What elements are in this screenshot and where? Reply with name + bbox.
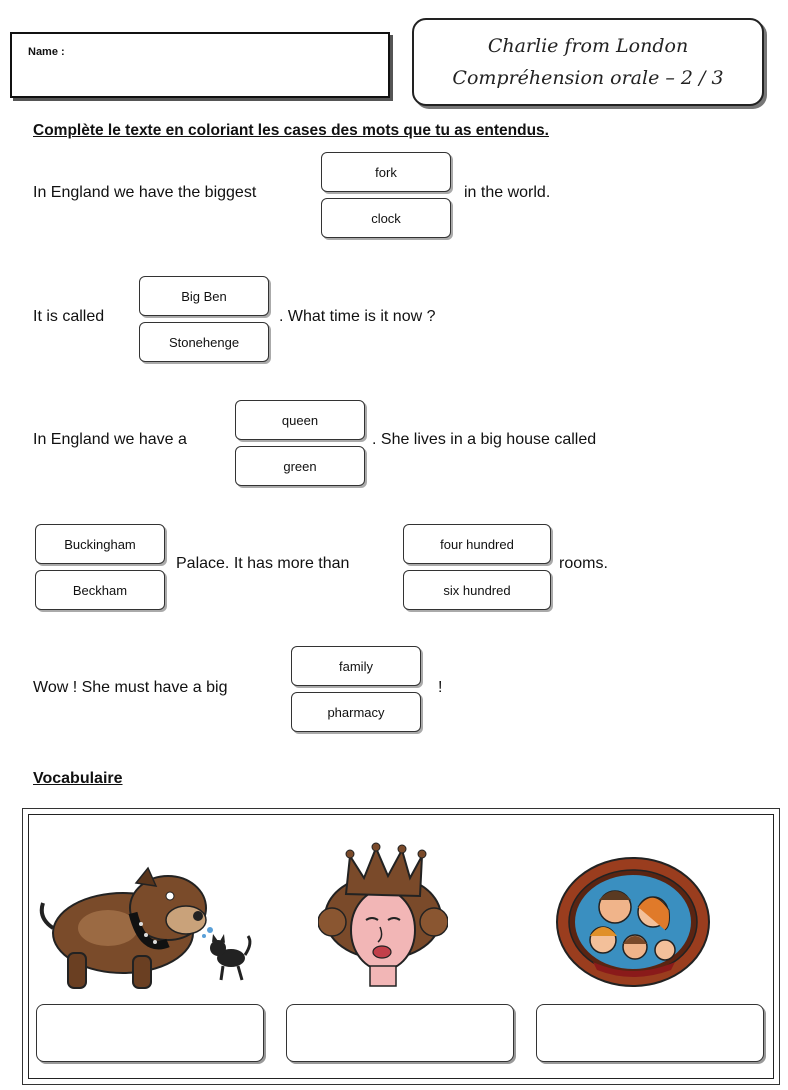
worksheet-title: Charlie from London [487, 35, 689, 57]
sentence-2-before: It is called [33, 308, 105, 325]
name-field-box[interactable] [10, 32, 390, 98]
queen-illustration [318, 842, 448, 992]
option-beckham[interactable]: Beckham [35, 570, 165, 610]
option-green[interactable]: green [235, 446, 365, 486]
sentence-2-after: . What time is it now ? [279, 308, 436, 325]
sentence-3-after: . She lives in a big house called [372, 431, 597, 448]
worksheet-title-box [412, 18, 764, 106]
option-stonehenge[interactable]: Stonehenge [139, 322, 269, 362]
option-clock[interactable]: clock [321, 198, 451, 238]
sentence-4-middle: Palace. It has more than [176, 555, 350, 572]
option-six-hundred[interactable]: six hundred [403, 570, 551, 610]
dog-and-cat-illustration [38, 858, 258, 993]
option-pharmacy[interactable]: pharmacy [291, 692, 421, 732]
vocabulary-title: Vocabulaire [33, 770, 123, 787]
option-queen[interactable]: queen [235, 400, 365, 440]
option-big-ben[interactable]: Big Ben [139, 276, 269, 316]
answer-box-3[interactable] [536, 1004, 764, 1062]
sentence-5-before: Wow ! She must have a big [33, 679, 228, 696]
answer-box-1[interactable] [36, 1004, 264, 1062]
answer-box-2[interactable] [286, 1004, 514, 1062]
sentence-1-after: in the world. [464, 184, 551, 201]
sentence-3-before: In England we have a [33, 431, 187, 448]
name-label: Name : [28, 46, 65, 58]
option-buckingham[interactable]: Buckingham [35, 524, 165, 564]
sentence-5-after: ! [438, 679, 443, 696]
instruction-text: Complète le texte en coloriant les cases des mots que tu as entendus. [33, 122, 549, 139]
sentence-1-before: In England we have the biggest [33, 184, 257, 201]
option-fork[interactable]: fork [321, 152, 451, 192]
option-four-hundred[interactable]: four hundred [403, 524, 551, 564]
family-portrait-illustration [553, 852, 713, 992]
worksheet-subtitle: Compréhension orale – 2 / 3 [452, 67, 724, 89]
option-family[interactable]: family [291, 646, 421, 686]
sentence-4-after: rooms. [559, 555, 608, 572]
